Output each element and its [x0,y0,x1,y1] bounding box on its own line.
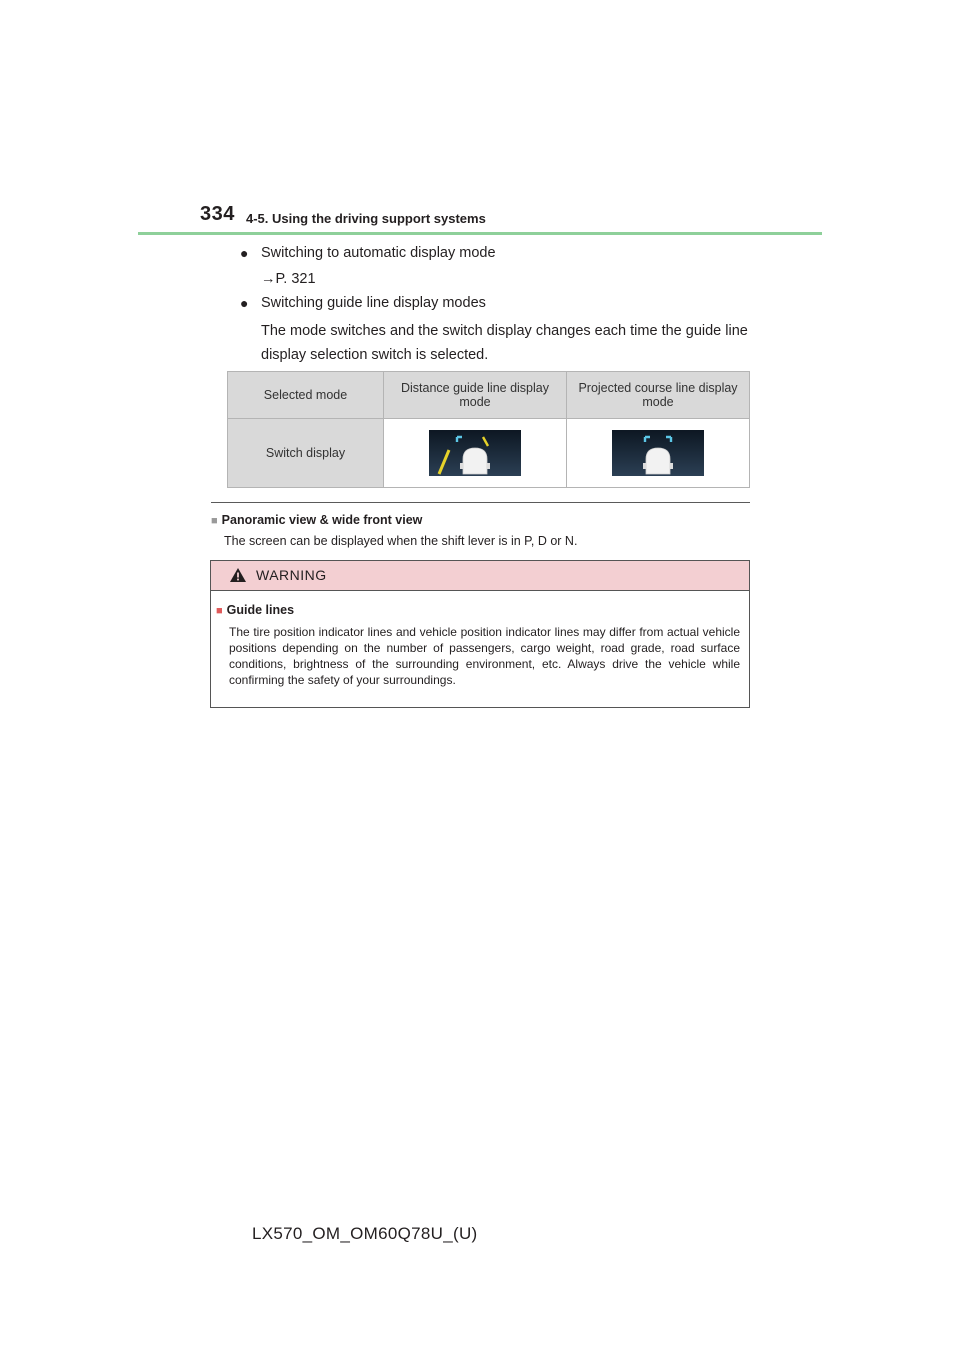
warning-subheading [216,603,294,617]
column-header-projected-course: Projected course line display mode [567,372,750,419]
page-header [0,0,960,240]
warning-box [210,560,750,708]
mode-switch-paragraph: The mode switches and the switch display changes each time the guide line display selection switch is selected. [261,323,748,363]
projected-course-cell [567,419,750,488]
page-number: 334 [200,203,235,225]
warning-triangle-icon [229,567,247,583]
bullet-text: Switching to automatic display mode [261,245,496,261]
warning-title: WARNING [256,567,327,583]
panoramic-text: The screen can be displayed when the shift lever is in P, D or N. [224,534,578,548]
row-header-switch-display: Switch display [228,419,384,488]
section-title: 4-5. Using the driving support systems [246,211,486,226]
square-bullet-icon: ■ [211,515,218,527]
panoramic-heading-text: Panoramic view & wide front view [221,513,423,527]
warning-text: The tire position indicator lines and vehicle position indicator lines may differ from actual vehicle positions depending on the number of passengers, cargo weight, road grade, road surface conditions, brightness of the surrounding environment, etc. Always drive the vehicle while confirming the safety of your surroundings. [229,625,740,687]
header-rule [138,232,822,235]
warning-header [211,561,749,591]
warning-subheading-text: Guide lines [226,603,295,617]
row-header-selected-mode: Selected mode [228,372,384,419]
mode-table [227,371,750,488]
table-row [228,372,750,419]
column-header-distance-guide: Distance guide line display mode [384,372,567,419]
bullet-text: Switching guide line display modes [261,295,486,311]
panoramic-heading [211,513,422,527]
distance-guide-display-icon [429,430,521,476]
document-footer-code: LX570_OM_OM60Q78U_(U) [252,1224,478,1243]
square-bullet-icon: ■ [216,605,223,617]
projected-course-display-icon [612,430,704,476]
section-divider [211,502,750,503]
page-reference-link[interactable]: →P. 321 [261,271,316,287]
distance-guide-cell [384,419,567,488]
bullet-icon: ● [240,245,249,261]
bullet-icon: ● [240,295,249,311]
table-row [228,419,750,488]
